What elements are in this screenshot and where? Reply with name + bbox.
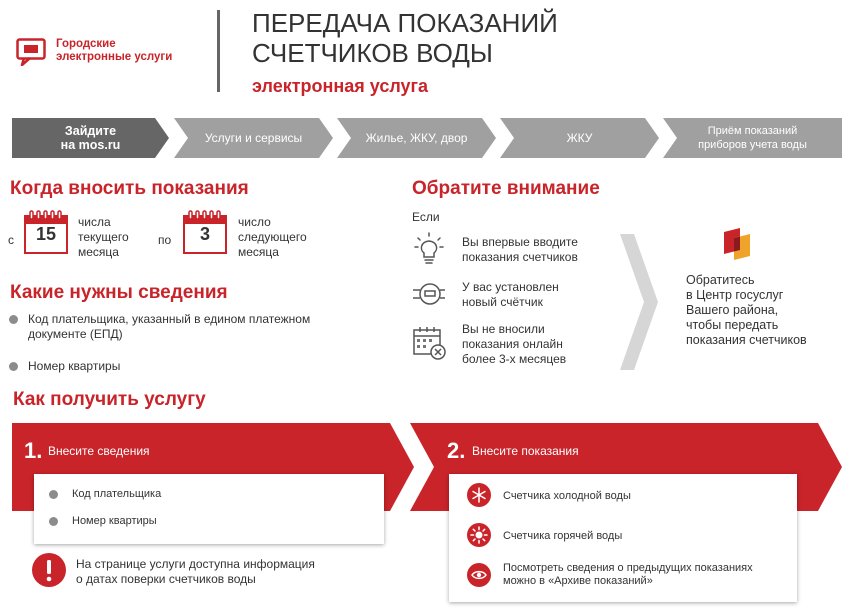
bullet-icon [9,362,18,371]
calendar-to-icon [183,210,227,254]
bullet-icon [49,490,58,499]
breadcrumb-step-label: Зайдите на mos.ru [60,124,121,152]
step-1-title: Внесите сведения [48,444,150,458]
step-1-note: На странице услуги доступна информация о датах поверки счетчиков воды [76,557,315,586]
page-subtitle: электронная услуга [252,76,429,96]
step-2-item-archive: Посмотреть сведения о предыдущих показаниях можно в «Архиве показаний» [503,562,753,587]
breadcrumb-step-mos-ru[interactable] [12,118,169,158]
attention-heading: Обратите внимание [412,178,600,199]
logo-line-2: электронные услуги [56,51,173,63]
attention-item-no-readings: Вы не вносили показания онлайн более 3-х месяцев [462,322,567,366]
step-2-item-hot-water: Счетчика горячей воды [503,530,623,542]
step-1-box [34,474,384,544]
page-title-line-2: СЧЕТЧИКОВ ВОДЫ [252,38,493,68]
to-text: число следующего месяца [238,215,307,259]
breadcrumb-step-label: Приём показаний приборов учета воды [698,125,807,151]
info-item-payer-code: Код плательщика, указанный в едином платежном документе (ЕПД) [28,312,311,341]
when-heading: Когда вносить показания [10,178,249,199]
breadcrumb-step-zhku[interactable] [500,118,659,158]
attention-advice: Обратитесь в Центр госуслуг Вашего района, чтобы передать показания счетчиков [686,273,807,347]
eye-icon [467,563,491,587]
attention-item-first-time: Вы впервые вводите показания счетчиков [462,235,578,264]
info-heading: Какие нужны сведения [10,282,228,303]
calendar-from-icon [24,210,68,254]
page-title [252,8,558,68]
page-title-line-1: ПЕРЕДАЧА ПОКАЗАНИЙ [252,8,558,38]
step-2-number: 2. [447,438,466,463]
logo-icon [16,38,48,66]
step-1-number: 1. [24,438,43,463]
breadcrumb-step-label: ЖКУ [566,131,593,145]
snowflake-icon [467,483,491,507]
header-divider [217,10,220,92]
bullet-icon [9,315,18,324]
breadcrumb-step-water-meters[interactable] [663,118,842,158]
step-1-item-payer-code: Код плательщика [72,488,162,500]
breadcrumb-step-housing[interactable] [337,118,496,158]
water-meter-icon [412,280,446,308]
attention-if-label: Если [412,210,440,224]
exclamation-icon [32,553,66,587]
breadcrumb [12,118,842,158]
calendar-from-day: 15 [35,224,57,244]
step-2-title: Внесите показания [472,444,579,458]
to-label: по [158,233,172,247]
info-item-apartment: Номер квартиры [28,359,121,373]
from-label: с [8,233,14,247]
chevron-right-icon [620,234,658,370]
lightbulb-icon [414,232,444,264]
breadcrumb-step-label: Услуги и сервисы [204,131,303,145]
breadcrumb-step-label: Жилье, ЖКУ, двор [365,131,468,145]
sun-icon [467,523,491,547]
breadcrumb-step-services[interactable] [174,118,333,158]
attention-item-new-meter: У вас установлен новый счётчик [462,280,559,309]
calendar-to-day: 3 [199,224,210,244]
logo-text [56,38,172,64]
from-text: числа текущего месяца [78,215,129,259]
how-heading: Как получить услугу [13,389,206,410]
logo-line-1: Городские [56,38,116,50]
bullet-icon [49,517,58,526]
step-2-item-cold-water: Счетчика холодной воды [503,490,631,502]
calendar-cross-icon [413,326,447,360]
step-1-item-apartment: Номер квартиры [72,515,157,527]
gosuslugi-center-logo [720,228,752,262]
